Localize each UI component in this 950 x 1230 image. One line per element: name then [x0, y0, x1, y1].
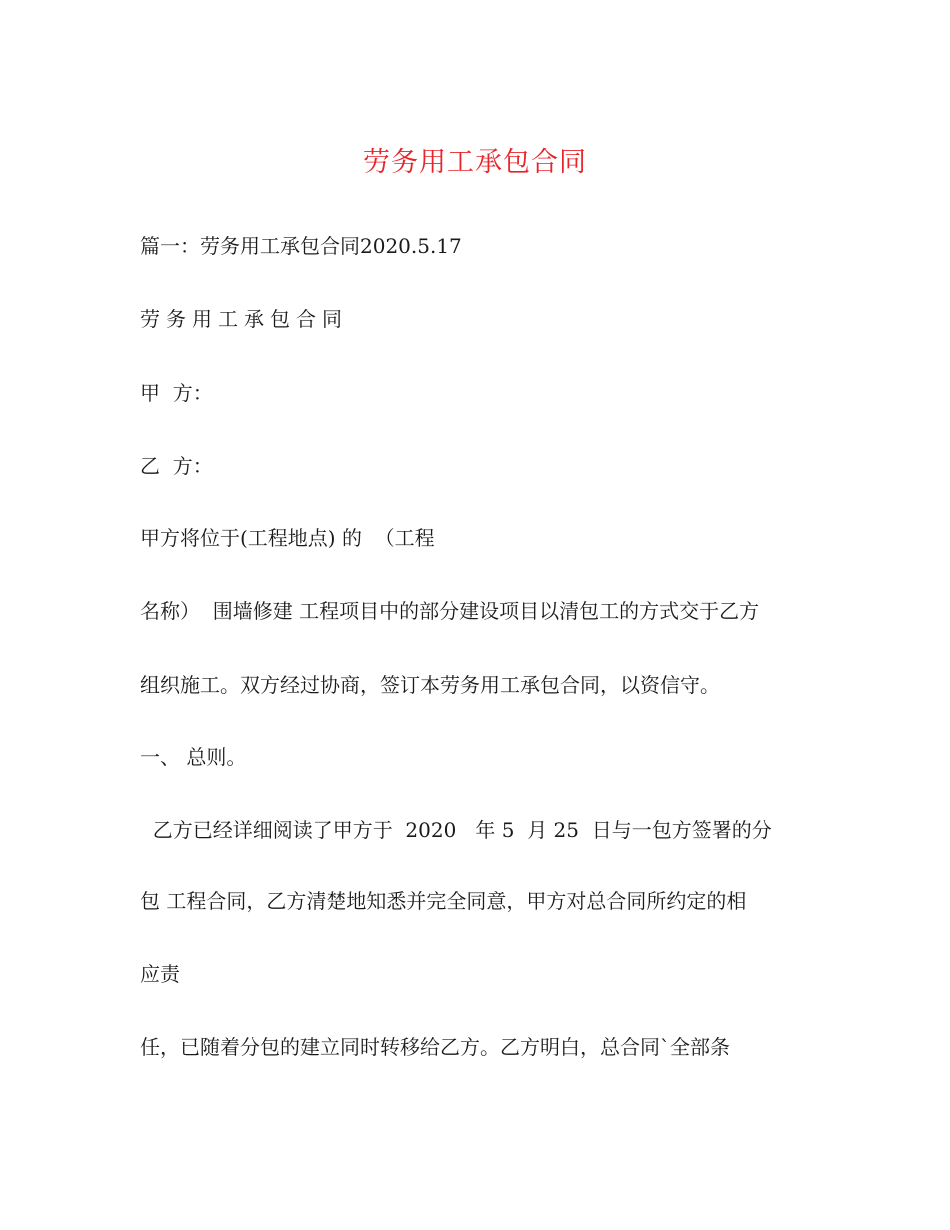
body-text-line: 包 工程合同，乙方清楚地知悉并完全同意，甲方对总合同所约定的相 [140, 889, 747, 913]
section-heading: 一、 总则。 [140, 745, 247, 769]
body-text-line: 名称） 围墙修建 工程项目中的部分建设项目以清包工的方式交于乙方 [140, 599, 760, 623]
subtitle-line: 篇一：劳务用工承包合同2020.5.17 [140, 234, 462, 258]
contract-heading: 劳务用工承包合同 [140, 307, 348, 331]
body-text-line: 任，已随着分包的建立同时转移给乙方。乙方明白，总合同`全部条 [140, 1035, 730, 1059]
body-text-line: 甲方将位于(工程地点) 的 （工程 [140, 526, 435, 550]
party-b-line: 乙 方： [140, 454, 213, 478]
body-text-line: 组织施工。双方经过协商，签订本劳务用工承包合同，以资信守。 [140, 673, 720, 697]
body-text-line: 应责 [140, 962, 180, 986]
document-title: 劳务用工承包合同 [363, 147, 587, 178]
body-text-line: 乙方已经详细阅读了甲方于 2020 年 5 月 25 日与一包方签署的分 [140, 818, 772, 842]
party-a-line: 甲 方： [140, 381, 213, 405]
